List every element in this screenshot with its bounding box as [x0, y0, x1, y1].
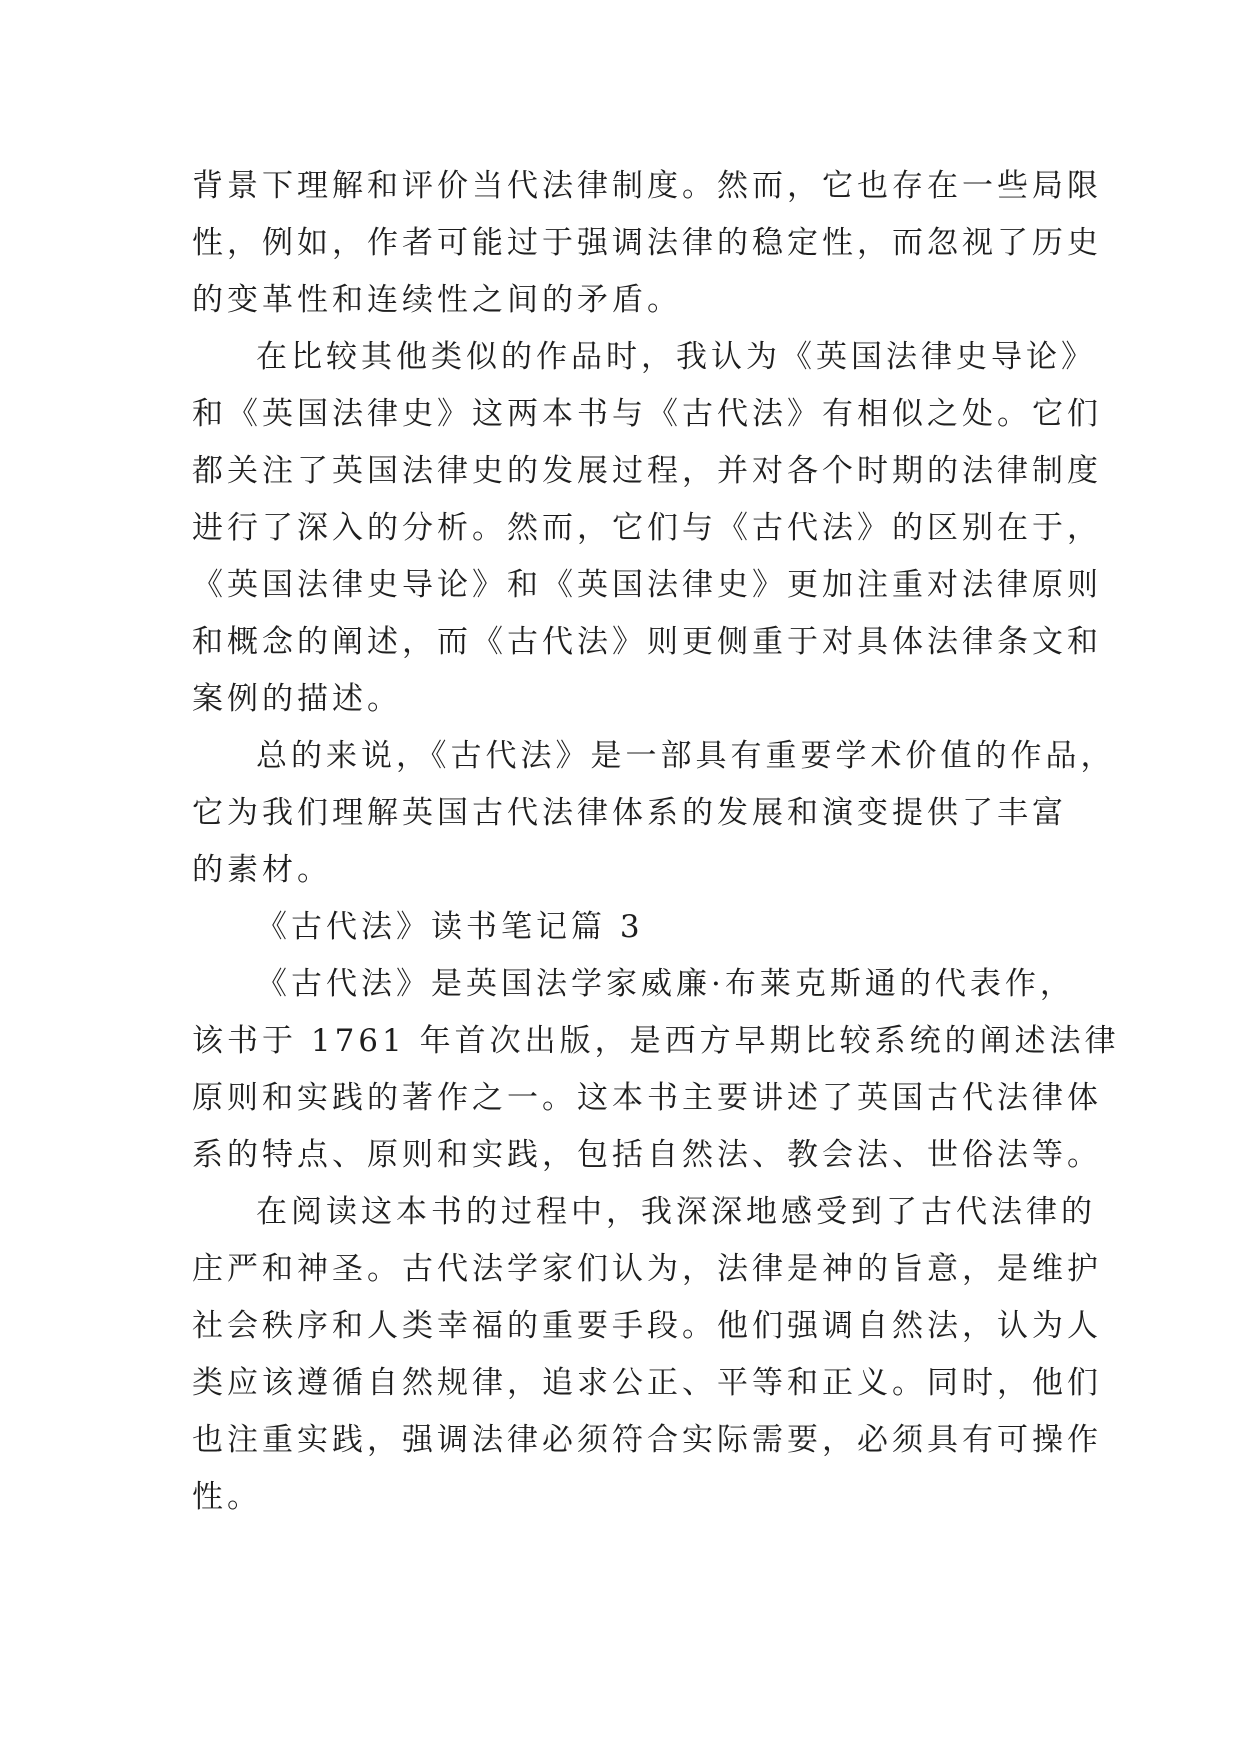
text-line: 性，例如，作者可能过于强调法律的稳定性，而忽视了历史 — [192, 225, 1102, 261]
text-line: 也注重实践，强调法律必须符合实际需要，必须具有可操作 — [192, 1422, 1102, 1458]
text-line: 在阅读这本书的过程中，我深深地感受到了古代法律的 — [256, 1194, 1096, 1230]
paragraph — [192, 728, 1116, 899]
paragraph — [192, 158, 1102, 329]
text-line: 社会秩序和人类幸福的重要手段。他们强调自然法，认为人 — [192, 1308, 1102, 1344]
text-line: 《古代法》是英国法学家威廉·布莱克斯通的代表作， — [256, 966, 1075, 1002]
text-line: 案例的描述。 — [192, 681, 402, 717]
text-line: 和概念的阐述，而《古代法》则更侧重于对具体法律条文和 — [192, 624, 1102, 660]
text-line: 在比较其他类似的作品时，我认为《英国法律史导论》 — [256, 339, 1096, 375]
text-line: 原则和实践的著作之一。这本书主要讲述了英国古代法律体 — [192, 1080, 1102, 1116]
text-line: 背景下理解和评价当代法律制度。然而，它也存在一些局限 — [192, 168, 1102, 204]
paragraph — [192, 956, 1120, 1184]
text-line: 系的特点、原则和实践，包括自然法、教会法、世俗法等。 — [192, 1137, 1102, 1173]
text-line: 都关注了英国法律史的发展过程，并对各个时期的法律制度 — [192, 453, 1102, 489]
paragraph — [192, 899, 1072, 956]
text-line: 《英国法律史导论》和《英国法律史》更加注重对法律原则 — [192, 567, 1102, 603]
text-line: 类应该遵循自然规律，追求公正、平等和正义。同时，他们 — [192, 1365, 1102, 1401]
text-line: 庄严和神圣。古代法学家们认为，法律是神的旨意，是维护 — [192, 1251, 1102, 1287]
paragraph — [192, 329, 1102, 728]
text-line: 该书于 1761 年首次出版，是西方早期比较系统的阐述法律 — [192, 1023, 1120, 1059]
text-line: 的变革性和连续性之间的矛盾。 — [192, 282, 682, 318]
text-line: 总的来说，《古代法》是一部具有重要学术价值的作品， — [256, 738, 1116, 774]
text-line: 和《英国法律史》这两本书与《古代法》有相似之处。它们 — [192, 396, 1102, 432]
document-body — [192, 158, 1120, 1526]
text-line: 的素材。 — [192, 852, 332, 888]
paragraph — [192, 1184, 1102, 1526]
text-line: 《古代法》读书笔记篇 3 — [256, 909, 644, 945]
text-line: 性。 — [192, 1479, 262, 1515]
text-line: 进行了深入的分析。然而，它们与《古代法》的区别在于， — [192, 510, 1102, 546]
text-line: 它为我们理解英国古代法律体系的发展和演变提供了丰富 — [192, 795, 1067, 831]
